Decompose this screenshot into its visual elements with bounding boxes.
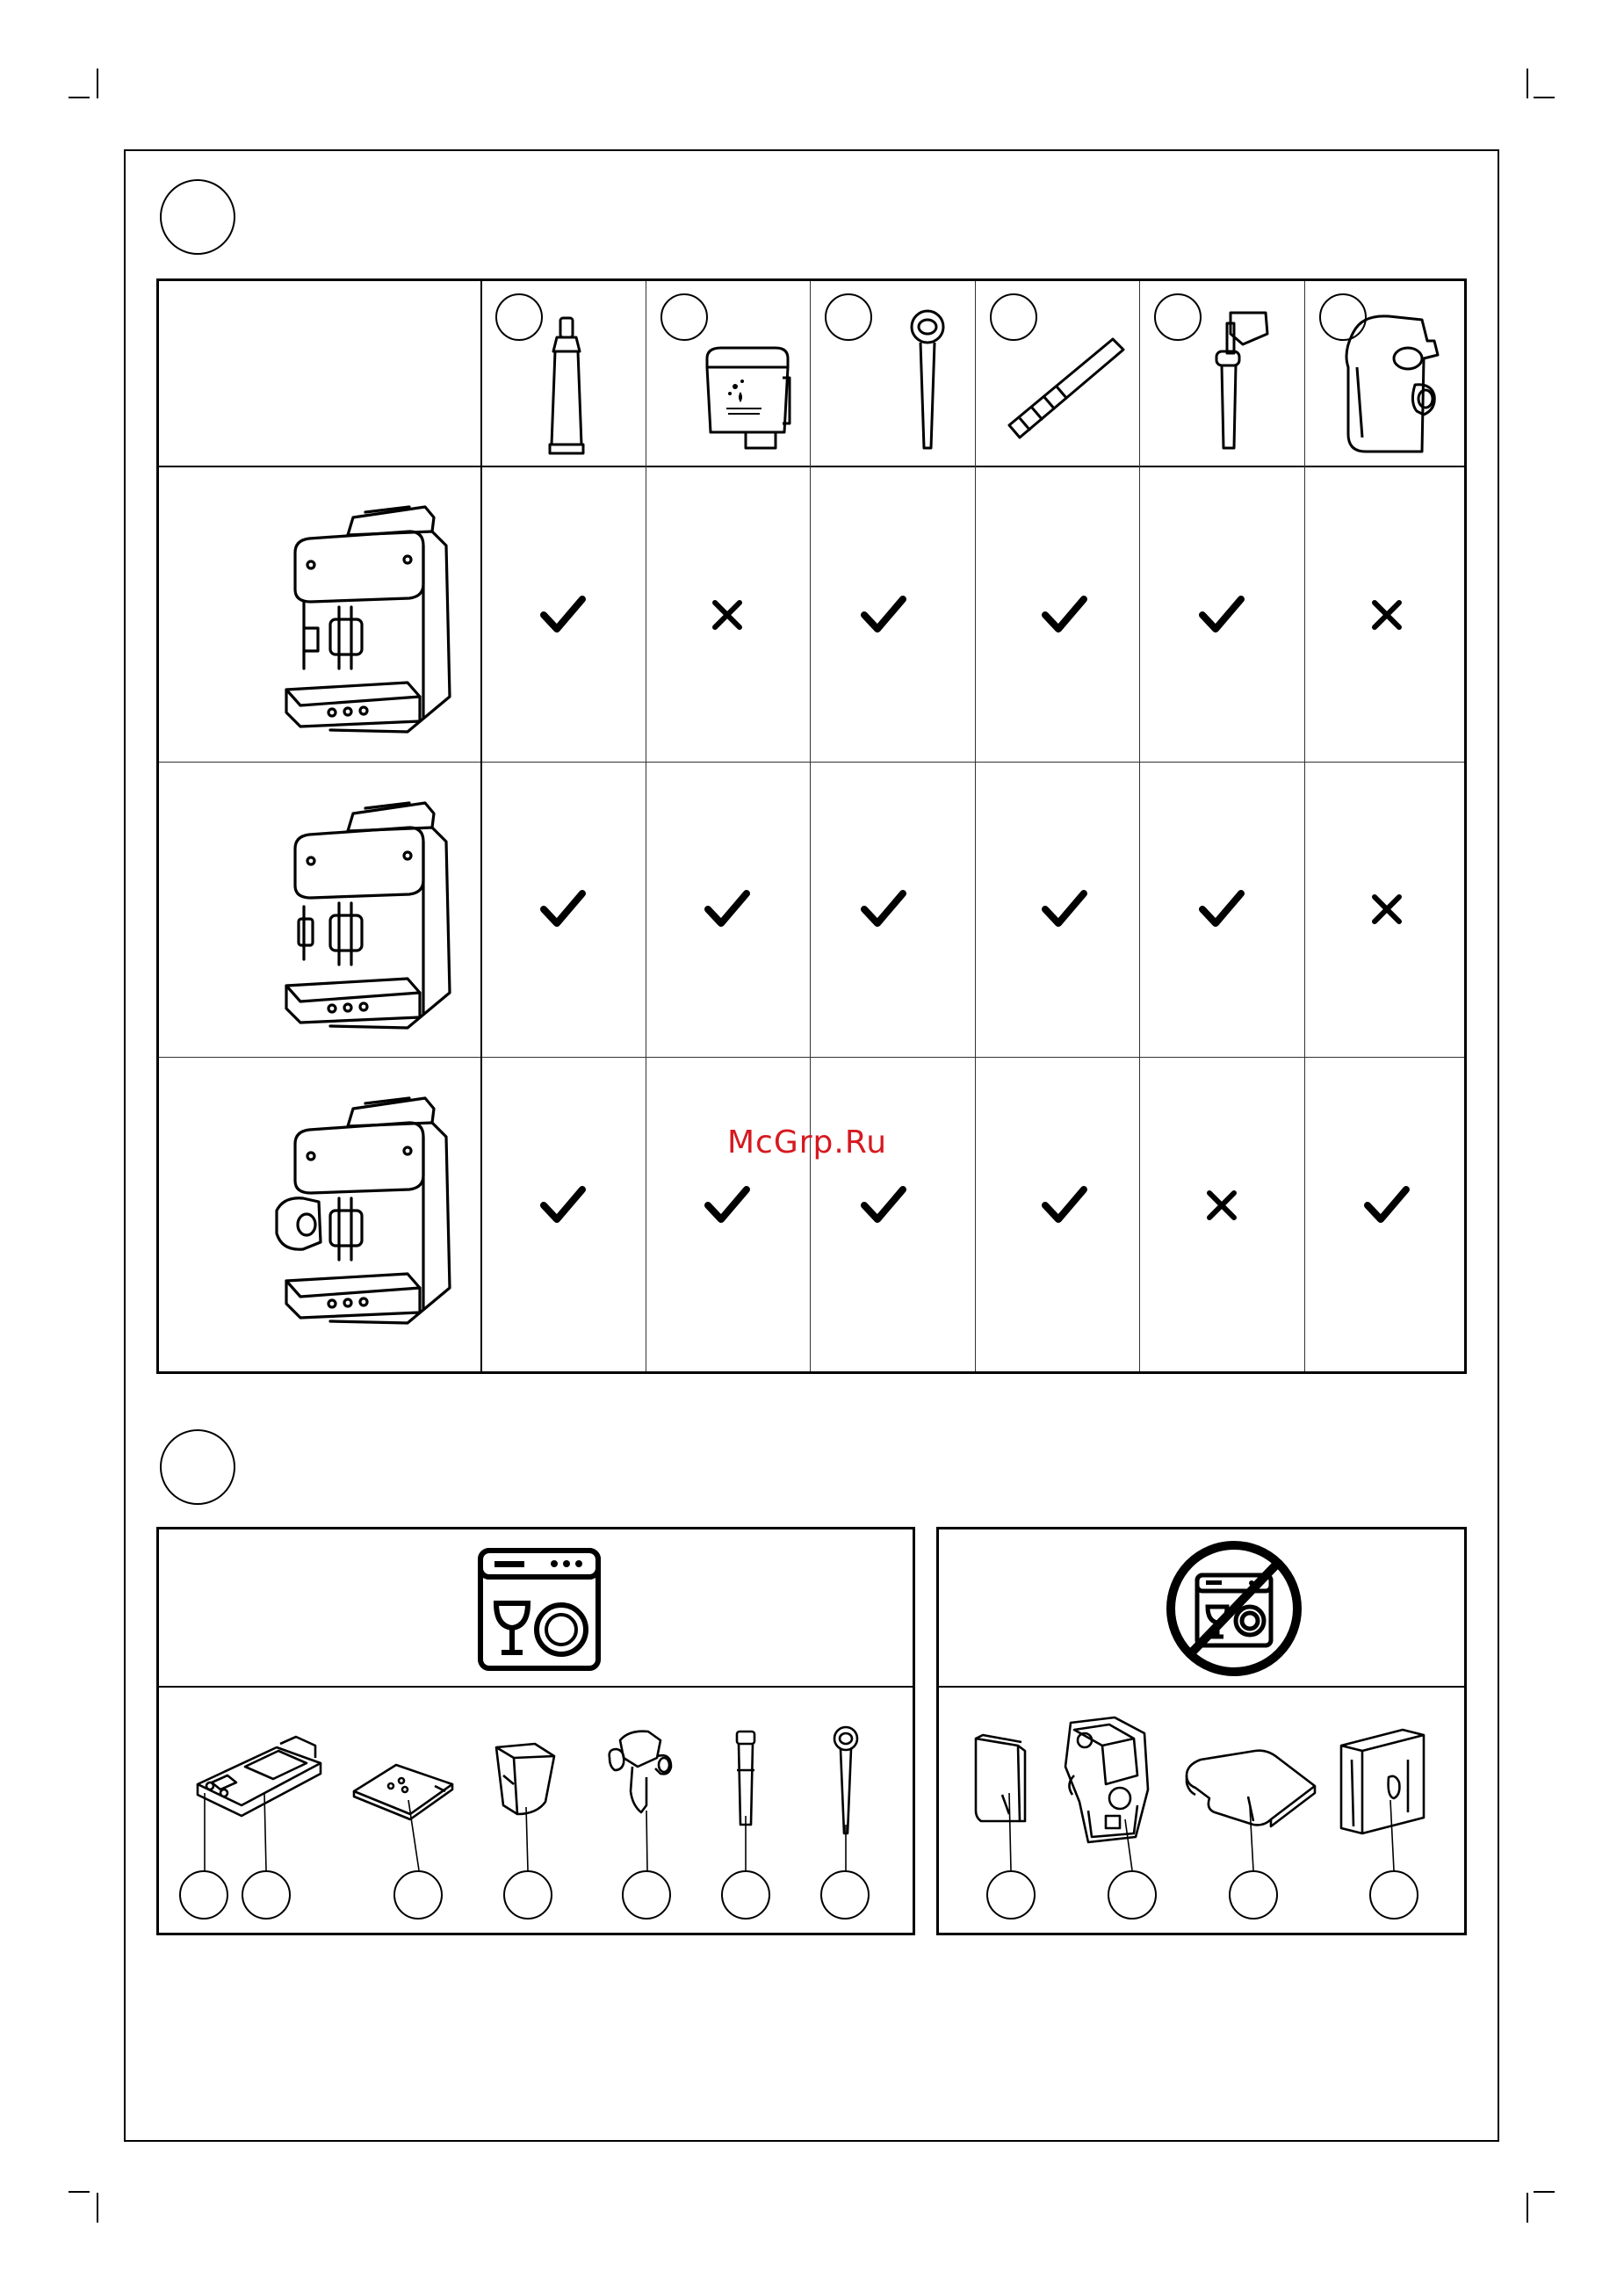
part-marker xyxy=(622,1870,671,1920)
check-mark-icon xyxy=(1036,881,1093,937)
column-marker xyxy=(1154,293,1202,341)
check-mark-icon xyxy=(535,881,591,937)
aquaclean-water-filter-icon xyxy=(695,343,800,457)
section-marker-2 xyxy=(160,1429,235,1505)
dishwasher-safe-parts-box xyxy=(156,1527,915,1935)
crop-mark xyxy=(69,97,90,98)
check-mark-icon xyxy=(1036,587,1093,643)
cross-mark-icon xyxy=(1194,1177,1250,1233)
part-marker xyxy=(721,1870,770,1920)
part-marker xyxy=(986,1870,1036,1920)
check-mark-icon xyxy=(855,1177,912,1233)
crop-mark xyxy=(1527,2193,1528,2223)
check-mark-icon xyxy=(1194,587,1250,643)
check-mark-icon xyxy=(535,1177,591,1233)
part-marker xyxy=(179,1870,228,1920)
column-marker xyxy=(660,293,708,341)
check-mark-icon xyxy=(855,881,912,937)
milk-carafe-icon xyxy=(1327,306,1459,464)
crop-mark xyxy=(97,69,98,98)
watermark-text: McGrp.Ru xyxy=(727,1124,888,1160)
part-marker xyxy=(820,1870,870,1920)
crop-mark xyxy=(1534,2191,1555,2193)
crop-mark xyxy=(69,2191,90,2193)
check-mark-icon xyxy=(1359,1177,1415,1233)
lubricant-tube-icon xyxy=(541,316,594,457)
column-marker xyxy=(495,293,543,341)
part-marker xyxy=(1229,1870,1278,1920)
check-mark-icon xyxy=(535,587,591,643)
check-mark-icon xyxy=(699,881,755,937)
water-hardness-test-strip-icon xyxy=(1002,334,1134,448)
espresso-machine-basic-icon xyxy=(278,496,462,747)
check-mark-icon xyxy=(1036,1177,1093,1233)
espresso-machine-filter-icon xyxy=(278,792,462,1043)
part-marker xyxy=(1369,1870,1418,1920)
cross-mark-icon xyxy=(1359,881,1415,937)
measuring-scoop-icon xyxy=(901,307,954,457)
check-mark-icon xyxy=(699,1177,755,1233)
espresso-machine-carafe-icon xyxy=(264,1088,462,1338)
crop-mark xyxy=(97,2193,98,2223)
section-marker-1 xyxy=(160,179,235,255)
check-mark-icon xyxy=(855,587,912,643)
cross-mark-icon xyxy=(1359,587,1415,643)
check-mark-icon xyxy=(1194,881,1250,937)
column-marker xyxy=(825,293,872,341)
milk-frother-icon xyxy=(1195,307,1274,457)
not-dishwasher-safe-parts-box xyxy=(936,1527,1467,1935)
part-marker xyxy=(242,1870,291,1920)
accessory-compatibility-table xyxy=(156,278,1467,1374)
part-marker xyxy=(393,1870,443,1920)
crop-mark xyxy=(1527,69,1528,98)
cross-mark-icon xyxy=(699,587,755,643)
part-marker xyxy=(1108,1870,1157,1920)
crop-mark xyxy=(1534,97,1555,98)
part-marker xyxy=(503,1870,552,1920)
